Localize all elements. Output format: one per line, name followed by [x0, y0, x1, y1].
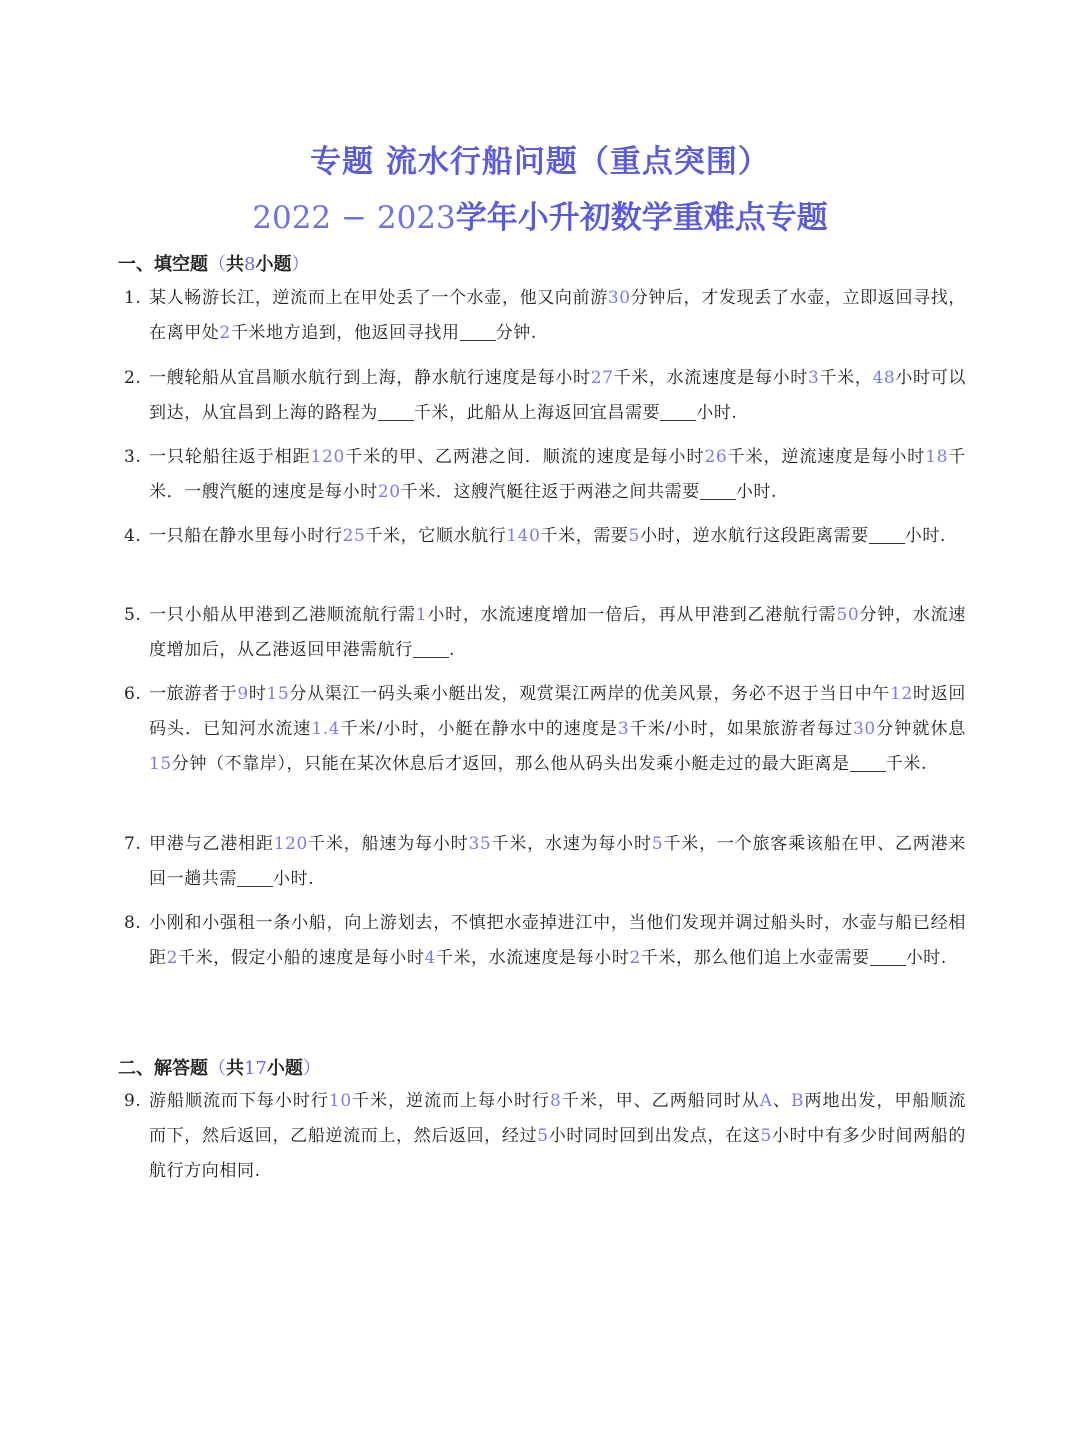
question-text-segment: 千米，水流速度是每小时 — [613, 368, 808, 388]
highlighted-number: 10 — [328, 1091, 352, 1111]
highlighted-number: 2 — [219, 323, 231, 343]
highlighted-number: 25 — [342, 526, 366, 546]
section-label: 二、解答题 — [118, 1058, 208, 1079]
question-text-segment: 分钟，水流速度增加后，从乙港返回甲港需航行 — [149, 605, 966, 660]
highlighted-number: 3 — [617, 719, 630, 739]
question-text — [149, 519, 966, 554]
question-text-segment: 两地出发，甲船顺流而下，然后返回，乙船逆流而上，然后返回，经过 — [149, 1091, 967, 1146]
highlighted-number: 1 — [415, 605, 428, 625]
question-item — [124, 361, 966, 431]
question-text-segment: 千米，需要 — [540, 526, 629, 546]
question-text-segment: 一旅游者于 — [149, 684, 238, 704]
question-text-segment: 千米，此船从上海返回宜昌需要 — [413, 403, 661, 423]
question-text-segment: 时返回码头．已知河水流速 — [149, 684, 966, 739]
question-text-segment: 小时. — [696, 403, 738, 423]
question-text — [149, 361, 966, 431]
question-item — [124, 827, 966, 897]
answer-blank — [850, 754, 886, 772]
highlighted-number: 120 — [310, 447, 345, 467]
highlighted-number: 30 — [607, 288, 631, 308]
highlighted-number: 12 — [890, 684, 913, 704]
section-heading-fill-in — [118, 250, 309, 276]
question-text-segment: 小时中有多少时间两船的航行方向相同. — [149, 1126, 967, 1181]
answer-blank — [870, 948, 906, 966]
question-item — [124, 281, 966, 351]
answer-blank — [378, 403, 414, 421]
highlighted-number: 4 — [424, 948, 436, 968]
question-number: 4. — [124, 526, 142, 546]
section-heading-answer — [118, 1054, 321, 1080]
question-text-segment: 甲港与乙港相距 — [149, 834, 274, 854]
highlighted-number: 2 — [629, 948, 641, 968]
question-text-segment: 小时，水流速度增加一倍后，再从甲港到乙港航行需 — [427, 605, 837, 625]
section-count-prefix: 共 — [226, 1058, 244, 1079]
question-number: 7. — [124, 834, 142, 854]
question-number: 3. — [124, 447, 142, 467]
question-text-segment: 、 — [772, 1091, 792, 1111]
highlighted-number: 15 — [266, 684, 290, 704]
question-text-segment: 千米地方追到，他返回寻找用 — [230, 323, 460, 343]
question-item — [124, 519, 966, 554]
highlighted-number: 3 — [807, 368, 820, 388]
question-text-segment: 千米， — [819, 368, 873, 388]
question-text — [149, 281, 966, 351]
question-text-segment: 千米．这艘汽艇往返于两港之间共需要 — [400, 482, 700, 502]
section-paren-close: ） — [291, 254, 310, 275]
highlighted-number: A — [759, 1091, 773, 1111]
question-text-segment: 分从渠江一码头乘小艇出发，观赏渠江两岸的优美风景，务必不迟于当日中午 — [289, 684, 891, 704]
answer-blank — [413, 640, 449, 658]
question-number: 5. — [124, 605, 142, 625]
question-text-segment: 千米，水流速度是每小时 — [435, 948, 630, 968]
question-text — [149, 598, 966, 668]
question-item — [124, 1084, 966, 1189]
subtitle-year: 2022 − 2023 — [252, 200, 456, 236]
question-text-segment: 小时同时回到出发点，在这 — [548, 1126, 761, 1146]
section-count: 8 — [244, 254, 256, 275]
question-text-segment: 千米，一个旅客乘该船在甲、乙两港来回一趟共需 — [149, 834, 967, 889]
section-count-suffix: 小题 — [255, 254, 292, 275]
answer-blank — [869, 526, 905, 544]
question-text-segment: 千米，假定小船的速度是每小时 — [178, 948, 425, 968]
highlighted-number: 18 — [925, 447, 949, 467]
section-label: 一、填空题 — [118, 254, 208, 275]
question-text-segment: 千米/小时，小艇在静水中的速度是 — [340, 719, 618, 739]
answer-blank — [237, 869, 273, 887]
section-count-suffix: 小题 — [266, 1058, 303, 1079]
question-text-segment: 小时. — [735, 482, 778, 502]
highlighted-number: 30 — [852, 719, 876, 739]
page-title: 专题 流水行船问题（重点突围） — [310, 144, 770, 180]
question-text-segment: 千米，那么他们追上水壶需要 — [640, 948, 870, 968]
question-number: 1. — [124, 288, 142, 308]
highlighted-number: 48 — [872, 368, 896, 388]
section-paren-close: ） — [302, 1058, 321, 1079]
question-item — [124, 906, 966, 976]
question-text-segment: 千米. — [885, 754, 927, 774]
question-text-segment: 千米，逆流速度是每小时 — [727, 447, 926, 467]
question-text-segment: 时 — [248, 684, 267, 704]
question-number: 9. — [124, 1091, 142, 1111]
question-text-segment: 小时. — [273, 869, 315, 889]
question-item — [124, 677, 966, 782]
question-text-segment: 某人畅游长江，逆流而上在甲处丢了一个水壶，他又向前游 — [149, 288, 608, 308]
question-text-segment: 一只轮船往返于相距 — [149, 447, 311, 467]
question-text-segment: . — [449, 640, 456, 660]
question-text-segment: 小时，逆水航行这段距离需要 — [639, 526, 869, 546]
page-subtitle — [0, 192, 1080, 237]
question-text-segment: 千米，水速为每小时 — [491, 834, 652, 854]
question-text-segment: 小时可以到达，从宜昌到上海的路程为 — [149, 368, 966, 423]
question-text-segment: 千米，它顺水航行 — [365, 526, 507, 546]
highlighted-number: 140 — [506, 526, 541, 546]
question-text-segment: 一只船在静水里每小时行 — [149, 526, 343, 546]
highlighted-number: 5 — [537, 1126, 549, 1146]
question-text-segment: 游船顺流而下每小时行 — [149, 1091, 329, 1111]
highlighted-number: 9 — [237, 684, 249, 704]
section-paren-open: （ — [208, 1058, 226, 1079]
highlighted-number: 5 — [760, 1126, 772, 1146]
question-text-segment: 千米，逆流而上每小时行 — [351, 1091, 551, 1111]
question-text-segment: 分钟. — [495, 323, 537, 343]
question-text-segment: 千米，船速为每小时 — [307, 834, 469, 854]
question-number: 2. — [124, 368, 142, 388]
question-text — [149, 1084, 966, 1189]
answer-blank — [460, 323, 496, 341]
highlighted-number: 50 — [836, 605, 860, 625]
question-text-segment: 千米．一艘汽艇的速度是每小时 — [149, 447, 967, 502]
question-text-segment: 一只小船从甲港到乙港顺流航行需 — [149, 605, 416, 625]
question-text-segment: 小时. — [905, 948, 947, 968]
question-text-segment: 分钟就休息 — [875, 719, 967, 739]
highlighted-number: 5 — [651, 834, 664, 854]
question-text-segment: 千米，甲、乙两船同时从 — [561, 1091, 760, 1111]
answer-blank — [700, 482, 736, 500]
question-number: 8. — [124, 913, 142, 933]
question-text-segment: 千米/小时，如果旅游者每过 — [629, 719, 853, 739]
question-text-segment: 小刚和小强租一条小船，向上游划去，不慎把水壶掉进江中，当他们发现并调过船头时，水壶与船已经相距 — [149, 913, 966, 968]
highlighted-number: 27 — [590, 368, 614, 388]
highlighted-number: 5 — [628, 526, 640, 546]
question-number: 6. — [124, 684, 142, 704]
question-text-segment: 分钟（不靠岸），只能在某次休息后才返回，那么他从码头出发乘小艇走过的最大距离是 — [171, 754, 850, 774]
question-item — [124, 440, 966, 510]
highlighted-number: 2 — [166, 948, 179, 968]
highlighted-number: 15 — [149, 754, 172, 774]
highlighted-number: 20 — [377, 482, 401, 502]
section-paren-open: （ — [208, 254, 226, 275]
highlighted-number: 1.4 — [311, 719, 341, 739]
section-count-prefix: 共 — [226, 254, 244, 275]
section-count: 17 — [244, 1058, 267, 1079]
question-text — [149, 906, 966, 976]
highlighted-number: B — [791, 1091, 805, 1111]
question-text-segment: 小时. — [904, 526, 946, 546]
question-text-segment: 千米的甲、乙两港之间．顺流的速度是每小时 — [344, 447, 705, 467]
subtitle-text: 学年小升初数学重难点专题 — [455, 200, 828, 236]
answer-blank — [660, 403, 696, 421]
question-text — [149, 677, 966, 782]
highlighted-number: 8 — [550, 1091, 562, 1111]
question-text-segment: 一艘轮船从宜昌顺水航行到上海，静水航行速度是每小时 — [149, 368, 591, 388]
question-text — [149, 440, 966, 510]
highlighted-number: 26 — [704, 447, 728, 467]
question-item — [124, 598, 966, 668]
highlighted-number: 120 — [273, 834, 308, 854]
question-text-segment: 分钟后，才发现丢了水壶，立即返回寻找，在离甲处 — [149, 288, 966, 343]
highlighted-number: 35 — [468, 834, 492, 854]
question-text — [149, 827, 966, 897]
